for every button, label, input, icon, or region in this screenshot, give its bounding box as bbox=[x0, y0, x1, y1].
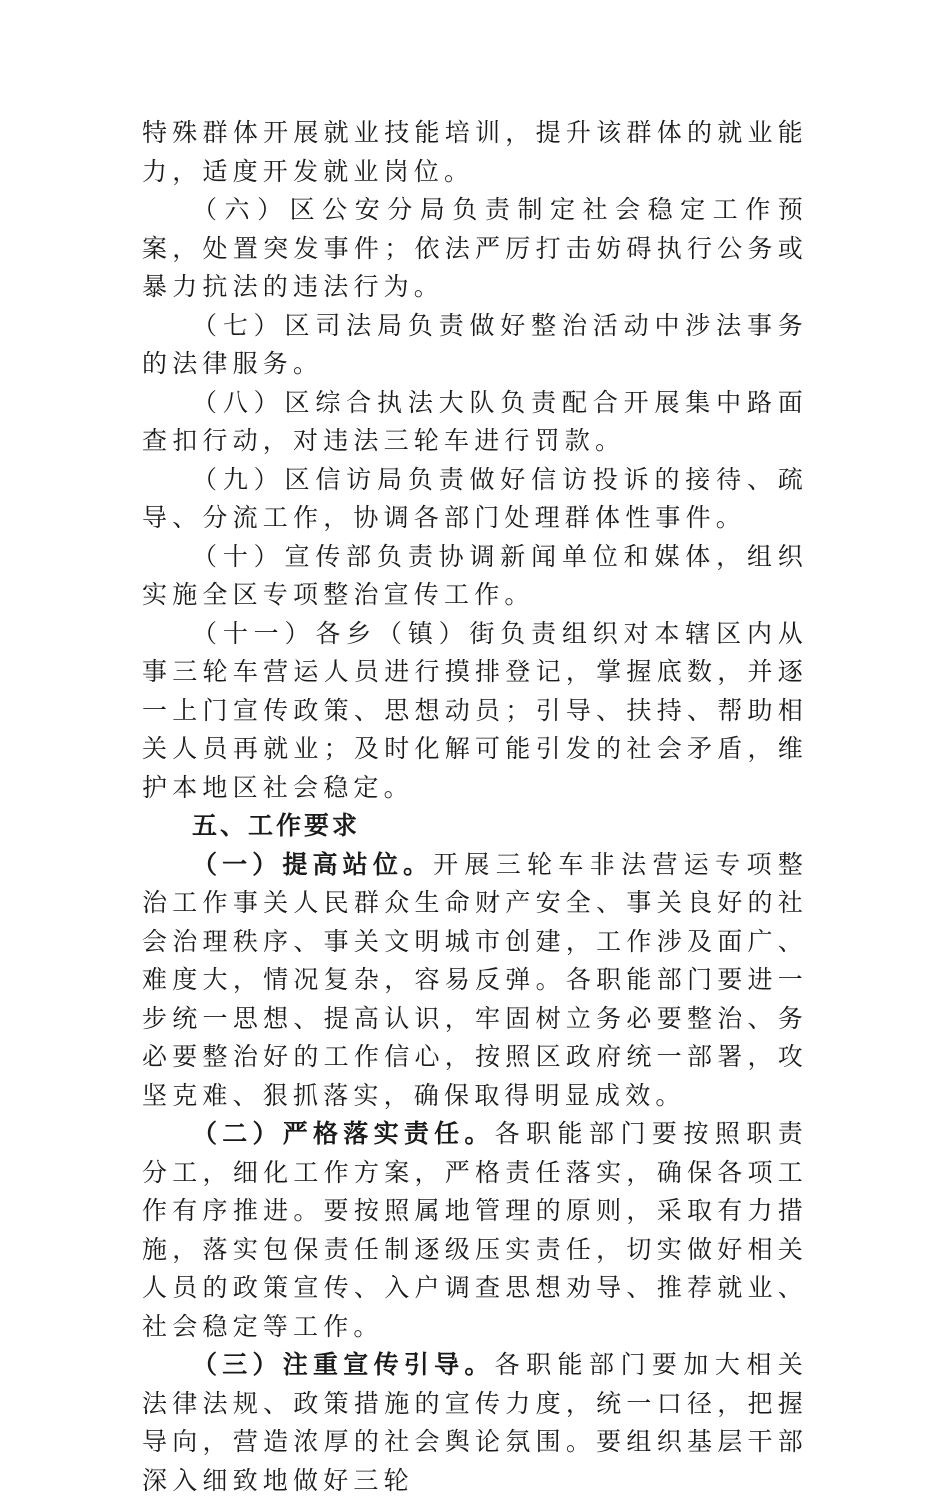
paragraph-item-10: （十）宣传部负责协调新闻单位和媒体，组织实施全区专项整治宣传工作。 bbox=[142, 541, 808, 609]
paragraph-item-11: （十一）各乡（镇）街负责组织对本辖区内从事三轮车营运人员进行摸排登记，掌握底数，并逐一上门宣传政策、思想动员；引导、扶持、帮助相关人员再就业；及时化解可能引发的社会矛盾，维护本地区社会稳定。 bbox=[142, 618, 808, 802]
requirement-body-1: 开展三轮车非法营运专项整治工作事关人民群众生命财产安全、事关良好的社会治理秩序、事关文明城市创建，工作涉及面广、难度大，情况复杂，容易反弹。各职能部门要进一步统一思想、提高认识，牢固树立务必要整治、务必要整治好的工作信心，按照区政府统一部署，攻坚克难、狠抓落实，确保取得明显成效。 bbox=[142, 849, 808, 1110]
paragraph-continuation: 特殊群体开展就业技能培训，提升该群体的就业能力，适度开发就业岗位。 bbox=[142, 118, 808, 186]
requirement-lead-2: （二）严格落实责任。 bbox=[192, 1119, 495, 1148]
requirement-lead-1: （一）提高站位。 bbox=[192, 849, 434, 879]
requirement-paragraph-2 bbox=[142, 1115, 808, 1346]
paragraph-item-9: （九）区信访局负责做好信访投诉的接待、疏导、分流工作，协调各部门处理群体性事件。 bbox=[142, 464, 808, 532]
requirement-lead-3: （三）注重宣传引导。 bbox=[192, 1350, 495, 1379]
requirement-body-2: 各职能部门要按照职责分工，细化工作方案，严格责任落实，确保各项工作有序推进。要按照属地管理的原则，采取有力措施，落实包保责任制逐级压实责任，切实做好相关人员的政策宣传、入户调查思想劝导、推荐就业、社会稳定等工作。 bbox=[142, 1119, 808, 1341]
requirement-paragraph-1 bbox=[142, 846, 808, 1116]
requirement-body-3: 各职能部门要加大相关法律法规、政策措施的宣传力度，统一口径，把握导向，营造浓厚的社会舆论氛围。要组织基层干部深入细致地做好三轮 bbox=[142, 1350, 808, 1495]
paragraph-item-7: （七）区司法局负责做好整治活动中涉法事务的法律服务。 bbox=[142, 310, 808, 378]
requirement-paragraph-3 bbox=[142, 1346, 808, 1500]
document-page bbox=[142, 114, 808, 1500]
paragraph-item-6: （六）区公安分局负责制定社会稳定工作预案，处置突发事件；依法严厉打击妨碍执行公务或暴力抗法的违法行为。 bbox=[142, 195, 808, 301]
paragraph-item-8: （八）区综合执法大队负责配合开展集中路面查扣行动，对违法三轮车进行罚款。 bbox=[142, 387, 808, 455]
section-heading: 五、工作要求 bbox=[192, 811, 361, 840]
